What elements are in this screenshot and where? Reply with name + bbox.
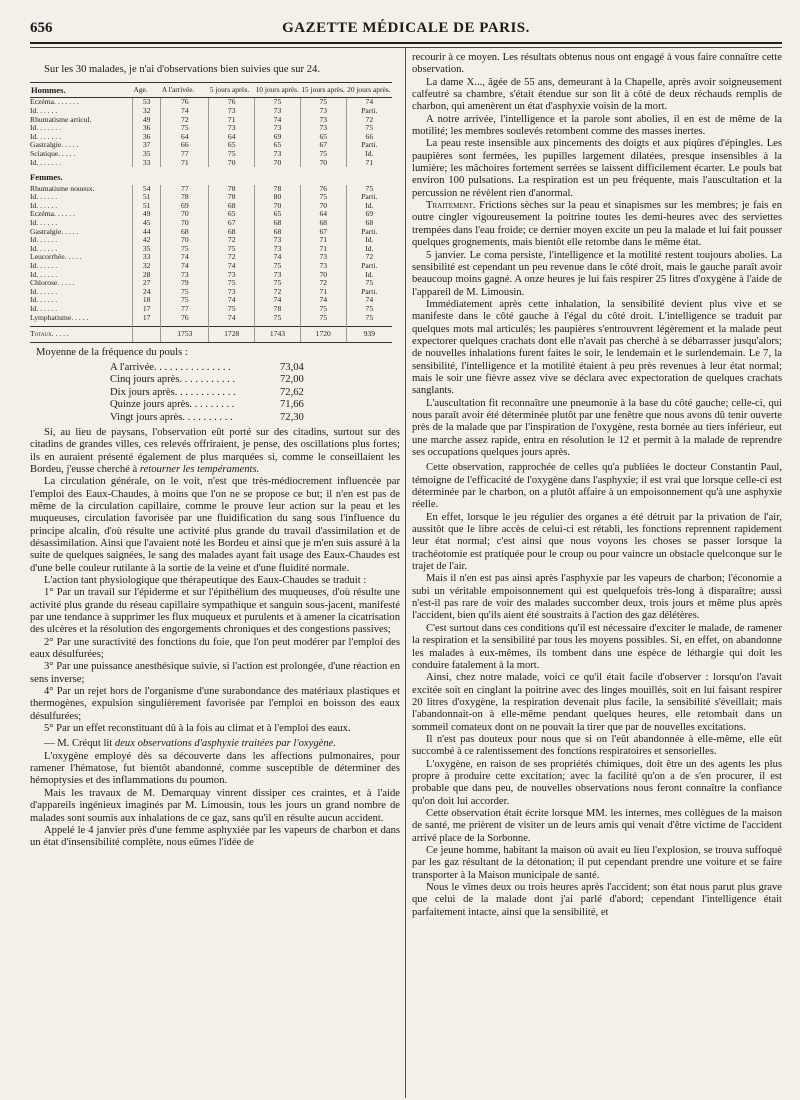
table-cell: 72 bbox=[346, 116, 392, 125]
table-cell: 73 bbox=[209, 124, 255, 133]
table-cell: 70 bbox=[209, 159, 255, 168]
table-cell: 78 bbox=[161, 193, 209, 202]
row-label: Id. . . . . . bbox=[30, 235, 58, 245]
table-cell: 75 bbox=[346, 185, 392, 194]
table-cell: 73 bbox=[255, 245, 301, 254]
paragraph: Nous le vîmes deux ou trois heures après l'accident; son état nous parut plus grave que celui de la malade dont j'ai parlé d'abord; cependant l'intelligence était parfaitement intacte, ainsi que la sensibilité, et bbox=[412, 882, 782, 918]
table-cell: 75 bbox=[209, 279, 255, 288]
page-number: 656 bbox=[30, 20, 53, 36]
table-cell: 72 bbox=[161, 116, 209, 125]
table-cell: 75 bbox=[255, 262, 301, 271]
table-cell: 32 bbox=[132, 107, 160, 116]
table-cell: 75 bbox=[300, 305, 346, 314]
pulse-table bbox=[30, 82, 392, 342]
table-cell: 70 bbox=[255, 202, 301, 211]
row-label: Eczéma. . . . . . bbox=[30, 209, 75, 219]
table-cell: 74 bbox=[161, 107, 209, 116]
table-row bbox=[30, 185, 392, 194]
table-cell: 75 bbox=[255, 279, 301, 288]
table-cell: 75 bbox=[346, 279, 392, 288]
paragraph: Mais il n'en est pas ainsi après l'asphyxie par les vapeurs de charbon; l'économie a subi un véritable empoisonnement qui est quelquefois très-long à disparaître; aussi n'est-il pas rare de voir des malades succomber deux, trois jours et même plus après l'accident, bien qu'ils aient été soustraits à l'action des gaz délétères. bbox=[412, 573, 782, 622]
average-value: 73,04 bbox=[280, 362, 304, 374]
average-label: Vingt jours après. . . . . . . . . . bbox=[110, 411, 233, 423]
totals-cell: 1728 bbox=[209, 327, 255, 343]
table-cell: 74 bbox=[255, 116, 301, 125]
paragraph: La dame X..., âgée de 55 ans, demeurant à la Chapelle, après avoir soigneusement calfeutré sa chambre, s'était étendue sur son lit à côté de deux réchauds remplis de charbon, qui amenèrent un état d'asphyxie voisin de la mort. bbox=[412, 76, 782, 113]
table-cell: 73 bbox=[255, 150, 301, 159]
table-cell: 68 bbox=[161, 228, 209, 237]
paragraph bbox=[30, 427, 400, 476]
table-cell: 35 bbox=[132, 245, 160, 254]
paragraph: L'oxygène employé dès sa découverte dans les affections pulmonaires, pour ramener l'hématose, fut bientôt abandonné, comme susceptible de déterminer des hémoptysies et des inflammations du poumon. bbox=[30, 750, 400, 787]
table-cell: 70 bbox=[255, 159, 301, 168]
emphasis-text: retourner les tempéraments. bbox=[139, 463, 260, 475]
women-title: Femmes. bbox=[30, 172, 63, 183]
table-row bbox=[30, 314, 392, 323]
average-row bbox=[30, 387, 400, 399]
list-item: 3° Par une puissance anesthésique suivie, si l'action est prolongée, d'une réaction en sens inverse; bbox=[30, 661, 400, 685]
totals-cell bbox=[132, 327, 160, 343]
average-value: 72,62 bbox=[280, 386, 304, 398]
paragraph: Il n'est pas douteux pour nous que si on l'eût abandonnée à elle-même, elle eût succombé à ce ralentissement des fonctions respiratoires et sensorielles. bbox=[412, 733, 782, 758]
table-cell: 49 bbox=[132, 116, 160, 125]
table-header: 10 jours après. bbox=[255, 83, 301, 98]
table-cell: 49 bbox=[132, 210, 160, 219]
average-value: 71,66 bbox=[280, 399, 304, 411]
intro-text: Sur les 30 malades, je n'ai d'observations bien suivies que sur 24. bbox=[44, 64, 320, 75]
table-cell: 17 bbox=[132, 305, 160, 314]
table-cell: Id. bbox=[346, 202, 392, 211]
table-cell: 65 bbox=[300, 133, 346, 142]
table-header: 15 jours après. bbox=[300, 83, 346, 98]
table-cell: 75 bbox=[255, 314, 301, 323]
table-cell: 68 bbox=[346, 219, 392, 228]
table-cell: 35 bbox=[132, 150, 160, 159]
table-row bbox=[30, 288, 392, 297]
table-cell: 74 bbox=[346, 296, 392, 305]
paragraph: recourir à ce moyen. Les résultats obtenus nous ont engagé à vous faire connaître cette observation. bbox=[412, 52, 782, 76]
table-cell: 73 bbox=[300, 116, 346, 125]
table-row bbox=[30, 262, 392, 271]
row-label: Id. . . . . . . bbox=[30, 157, 62, 167]
table-header: A l'arrivée. bbox=[161, 83, 209, 98]
table-cell: 66 bbox=[346, 133, 392, 142]
table-cell: 73 bbox=[209, 107, 255, 116]
table-cell: 28 bbox=[132, 271, 160, 280]
table-cell: 51 bbox=[132, 202, 160, 211]
left-column bbox=[30, 52, 400, 850]
paragraph: C'est surtout dans ces conditions qu'il est nécessaire d'exciter le malade, de ramener la respiration et la sensibilité par tous les moyens possibles. Si, en effet, on abandonne les malades à eux-mêmes, ils tombent dans une espèce de léthargie qui doit les conduire fatalement à la mort. bbox=[412, 622, 782, 671]
table-header: Age. bbox=[132, 83, 160, 98]
row-label: Rhumatisme articul. bbox=[30, 114, 92, 124]
totals-cell: 1720 bbox=[300, 327, 346, 343]
table-cell: 74 bbox=[209, 314, 255, 323]
table-row bbox=[30, 124, 392, 133]
table-cell: 71 bbox=[300, 236, 346, 245]
table-cell: Parti. bbox=[346, 141, 392, 150]
table-cell: 36 bbox=[132, 124, 160, 133]
table-cell: 73 bbox=[209, 271, 255, 280]
table-row bbox=[30, 141, 392, 150]
row-label: Id. . . . . . bbox=[30, 105, 58, 115]
paragraph: Mais les travaux de M. Demarquay vinrent dissiper ces craintes, et à l'aide d'appareils ingénieux imaginés par M. Limousin, tous les jours un grand nombre de malades sont soumis aux inhalations de ce gaz, sans qu'il en résulte aucun accident. bbox=[30, 787, 400, 824]
table-cell: 36 bbox=[132, 133, 160, 142]
table-cell: 79 bbox=[161, 279, 209, 288]
table-cell: 71 bbox=[161, 159, 209, 168]
table-cell: 64 bbox=[161, 133, 209, 142]
paragraph: La peau reste insensible aux pincements des doigts et aux piqûres d'épingles. Les paupières sont fermées, les pupilles largement dilatées, presque insensibles à la lumière; les mâchoires fortement serrées se laissent difficilement écarter. Le pouls bat environ 100 pulsations. La respiration est un peu fréquente, mais l'auscultation et la percussion ne révèlent rien d'anormal. bbox=[412, 138, 782, 199]
row-label: Leucorrhée. . . . . bbox=[30, 252, 82, 262]
average-value: 72,00 bbox=[280, 374, 304, 386]
table-cell: Parti. bbox=[346, 228, 392, 237]
section-head: Traitement. bbox=[426, 200, 476, 212]
table-cell: 75 bbox=[300, 150, 346, 159]
paragraph-text: Si, au lieu de paysans, l'observation eût porté sur des citadins, surtout sur des citadins de grandes villes, ces relevés offriraient, je pense, des oscillations plus fortes; ils en auraient présenté également de plus marquées si, comme le conseillaient les Bordeu, j'eusse cherché à bbox=[30, 426, 400, 475]
row-label: Sciatique. . . . . bbox=[30, 148, 76, 158]
table-cell: 80 bbox=[255, 193, 301, 202]
row-label: Id. . . . . . bbox=[30, 269, 58, 279]
average-value: 72,30 bbox=[280, 411, 304, 423]
row-label: Id. . . . . . bbox=[30, 304, 58, 313]
table-cell: 71 bbox=[300, 288, 346, 297]
average-title: Moyenne de la fréquence du pouls : bbox=[36, 346, 188, 358]
table-cell: Parti. bbox=[346, 288, 392, 297]
right-column bbox=[412, 52, 782, 919]
table-cell: 37 bbox=[132, 141, 160, 150]
totals-row bbox=[30, 327, 392, 343]
table-row bbox=[30, 219, 392, 228]
table-cell: 72 bbox=[209, 236, 255, 245]
table-cell: 76 bbox=[161, 98, 209, 107]
journal-title: GAZETTE MÉDICALE DE PARIS. bbox=[282, 20, 530, 36]
table-cell: 42 bbox=[132, 236, 160, 245]
table-cell: Parti. bbox=[346, 193, 392, 202]
list-item: 5° Par un effet reconstituant dû à la fois au climat et à l'emploi des eaux. bbox=[44, 723, 351, 735]
table-cell: 70 bbox=[161, 236, 209, 245]
table-cell: 74 bbox=[255, 253, 301, 262]
table-cell: 68 bbox=[209, 202, 255, 211]
table-cell: 78 bbox=[209, 193, 255, 202]
paragraph: A notre arrivée, l'intelligence et la parole sont abolies, il en est de même de la motilité; les membres soulevés retombent comme des masses inertes. bbox=[412, 113, 782, 138]
emphasis-text: deux observations d'asphyxie traitées par l'oxygène. bbox=[114, 738, 336, 750]
table-cell: 67 bbox=[209, 219, 255, 228]
table-cell: 73 bbox=[255, 124, 301, 133]
table-cell: 74 bbox=[346, 98, 392, 107]
table-row bbox=[30, 228, 392, 237]
table-cell: 69 bbox=[255, 133, 301, 142]
table-cell: 73 bbox=[161, 271, 209, 280]
average-label: A l'arrivée. . . . . . . . . . . . . . . bbox=[110, 362, 231, 374]
table-cell: 53 bbox=[132, 98, 160, 107]
table-cell: 17 bbox=[132, 314, 160, 323]
table-cell: 54 bbox=[132, 185, 160, 194]
table-cell: 75 bbox=[300, 314, 346, 323]
table-cell: 68 bbox=[209, 228, 255, 237]
table-row bbox=[30, 245, 392, 254]
table-cell: 64 bbox=[209, 133, 255, 142]
row-label: Id. . . . . . bbox=[30, 218, 58, 228]
table-cell: 73 bbox=[255, 271, 301, 280]
women-section bbox=[30, 167, 392, 185]
paragraph bbox=[30, 738, 400, 750]
table-cell: 75 bbox=[161, 124, 209, 133]
table-header: 5 jours après. bbox=[209, 83, 255, 98]
table-cell: 67 bbox=[300, 228, 346, 237]
paragraph: Immédiatement après cette inhalation, la sensibilité devient plus vive et se manifeste dans le côté gauche à l'égal du côté droit. L'intelligence se traduit par quelques mots mal articulés; les paupières s'entrouvrent légèrement et la malade peut expectorer quelques crachats dont elle n'avait pas cherché à se débarrasser jusqu'alors; de nouvelles inhalations furent faites le soir, le lendemain et le surlendemain. Le 7, la sensibilité, l'intelligence et la motilité étaient à peu près revenues à leur état normal; mais le soir une fièvre assez vive se déclara avec expectoration de quelques crachats sanglants. bbox=[412, 298, 782, 397]
table-cell: 75 bbox=[209, 150, 255, 159]
list-item: 2° Par une suractivité des fonctions du foie, que l'on peut modérer par l'emploi des eaux désulfurées; bbox=[30, 636, 400, 661]
totals-cell: 939 bbox=[346, 327, 392, 343]
table-row bbox=[30, 98, 392, 107]
table-cell: 73 bbox=[209, 288, 255, 297]
paragraph: 5 janvier. Le coma persiste, l'intelligence et la motilité restent toujours abolies. La sensibilité est cependant un peu revenue dans le côté droit, mais le gauche paraît avoir beaucoup moins gagné. A onze heures je lui fais respirer 25 litres d'oxygène à l'aide de l'appareil de M. Limousin. bbox=[412, 249, 782, 298]
table-cell: 76 bbox=[300, 185, 346, 194]
table-cell: 71 bbox=[209, 116, 255, 125]
paragraph: Cette observation, rapprochée de celles qu'a publiées le docteur Constantin Paul, témoigne de l'efficacité de l'oxygène dans l'asphyxie; il est vrai que lorsque celle-ci est déterminée par le charbon, on a plutôt affaire à un empoisonnement qu'à une asphyxie réelle. bbox=[412, 462, 782, 511]
table-cell: 76 bbox=[161, 314, 209, 323]
table-cell: 75 bbox=[161, 296, 209, 305]
table-cell: 65 bbox=[209, 210, 255, 219]
table-row bbox=[30, 116, 392, 125]
table-header: 20 jours après. bbox=[346, 83, 392, 98]
table-cell: 74 bbox=[209, 262, 255, 271]
row-label: Id. . . . . . . bbox=[30, 131, 62, 141]
table-cell: 70 bbox=[300, 159, 346, 168]
row-label: Id. . . . . . bbox=[30, 200, 58, 210]
table-cell: 75 bbox=[209, 305, 255, 314]
row-label: Rhumatisme noueux. bbox=[30, 183, 95, 193]
average-label: Quinze jours après. . . . . . . . . bbox=[110, 399, 235, 411]
totals-cell: 1743 bbox=[255, 327, 301, 343]
table-cell: 24 bbox=[132, 288, 160, 297]
table-row bbox=[30, 253, 392, 262]
average-row bbox=[30, 362, 400, 374]
table-cell: 69 bbox=[161, 202, 209, 211]
page-header bbox=[30, 18, 782, 44]
average-row bbox=[30, 399, 400, 411]
row-label: Id. . . . . . bbox=[30, 261, 58, 271]
table-cell: 73 bbox=[300, 107, 346, 116]
row-label: Gastralgie. . . . . bbox=[30, 140, 79, 150]
table-cell: 69 bbox=[346, 210, 392, 219]
row-label: Eczéma. . . . . . . bbox=[30, 97, 79, 107]
table-cell: 66 bbox=[161, 141, 209, 150]
table-cell: Parti. bbox=[346, 107, 392, 116]
table-row bbox=[30, 150, 392, 159]
table-cell: 72 bbox=[255, 288, 301, 297]
paragraph: En effet, lorsque le jeu régulier des organes a été détruit par la privation de l'air, aussitôt que le libre accès de celui-ci est rétabli, les fonctions reprennent rapidement leur état normal; c'est ainsi que nous voyons les choses se passer lorsque la trachéotomie est pratiquée pour le croup ou pour vaincre un obstacle quelconque sur le trajet de l'air. bbox=[412, 511, 782, 573]
paragraph: L'action tant physiologique que thérapeutique des Eaux-Chaudes se traduit : bbox=[44, 574, 367, 586]
table-cell: 70 bbox=[161, 219, 209, 228]
men-rows bbox=[30, 98, 392, 167]
table-cell: 70 bbox=[300, 271, 346, 280]
table-cell: 33 bbox=[132, 159, 160, 168]
table-cell: 68 bbox=[255, 219, 301, 228]
average-list bbox=[30, 362, 400, 424]
paragraph: Ce jeune homme, habitant la maison où avait eu lieu l'explosion, se trouva suffoqué par les gaz résultant de la détonation; il put cependant prendre une voiture et se faire transporter à la Maison municipale de santé. bbox=[412, 845, 782, 881]
table-cell: 78 bbox=[255, 305, 301, 314]
row-label: Id. . . . . . bbox=[30, 295, 58, 305]
table-row bbox=[30, 193, 392, 202]
table-cell: 78 bbox=[209, 185, 255, 194]
table-cell: 77 bbox=[161, 305, 209, 314]
totals-label: Totaux. . . . . bbox=[30, 327, 132, 343]
table-cell: 73 bbox=[255, 236, 301, 245]
row-label: Gastralgie. . . . . bbox=[30, 226, 79, 236]
column-divider bbox=[405, 48, 406, 1098]
table-cell: 75 bbox=[300, 193, 346, 202]
women-title-row bbox=[30, 167, 392, 185]
table-cell: 65 bbox=[255, 141, 301, 150]
table-cell: 72 bbox=[209, 253, 255, 262]
table-cell: 65 bbox=[255, 210, 301, 219]
table-cell: 72 bbox=[346, 253, 392, 262]
paragraph: L'auscultation fit reconnaître une pneumonie à la base du côté gauche; celle-ci, qui nous paraît avoir été déterminée plutôt par une fenêtre que nous avons dû tenir ouverte près de la malade que par l'inspiration de l'oxygène, resta bornée au tiers inférieur, eut une marche assez rapide, entra en résolution le 12 et permit à la malade de reprendre ses occupations quelques jours après. bbox=[412, 397, 782, 458]
table-row bbox=[30, 159, 392, 168]
table-cell: Parti. bbox=[346, 262, 392, 271]
paragraph: Appelé le 4 janvier près d'une femme asphyxiée par les vapeurs de charbon et dans un état d'insensibilité complète, nous eûmes l'idée de bbox=[30, 824, 400, 849]
table-cell: 77 bbox=[161, 150, 209, 159]
table-cell: Id. bbox=[346, 236, 392, 245]
average-row bbox=[30, 412, 400, 424]
table-cell: 72 bbox=[300, 279, 346, 288]
table-cell: 75 bbox=[346, 305, 392, 314]
average-label: Cinq jours après. . . . . . . . . . . bbox=[110, 374, 236, 386]
table-cell: Id. bbox=[346, 271, 392, 280]
table-cell: 71 bbox=[346, 159, 392, 168]
table-cell: Id. bbox=[346, 245, 392, 254]
row-label: Id. . . . . . bbox=[30, 192, 58, 202]
paragraph-text: Frictions sèches sur la peau et sinapismes sur les membres; je fais en outre cingler vigoureusement la poitrine toutes les demi-heures avec des serviettes trempées dans l'eau froide; ce dernier moyen excite un peu la malade et lui fait pousser quelques grognements, mais bientôt elle retombe dans le même état. bbox=[412, 200, 782, 249]
table-cell: 76 bbox=[209, 98, 255, 107]
table-cell: 45 bbox=[132, 219, 160, 228]
table-cell: 51 bbox=[132, 193, 160, 202]
table-cell: 18 bbox=[132, 296, 160, 305]
row-label: Id. . . . . . bbox=[30, 243, 58, 253]
table-cell: 78 bbox=[255, 185, 301, 194]
table-row bbox=[30, 210, 392, 219]
row-label: Id. . . . . . bbox=[30, 286, 58, 296]
table-row bbox=[30, 279, 392, 288]
table-cell: 70 bbox=[300, 202, 346, 211]
table-cell: 75 bbox=[346, 314, 392, 323]
table-cell: 73 bbox=[300, 262, 346, 271]
table-cell: 75 bbox=[346, 124, 392, 133]
table-cell: 71 bbox=[300, 245, 346, 254]
table-row bbox=[30, 236, 392, 245]
table-cell: 74 bbox=[161, 262, 209, 271]
table-row bbox=[30, 202, 392, 211]
table-cell: 74 bbox=[209, 296, 255, 305]
paragraph bbox=[412, 200, 782, 249]
table-cell: 75 bbox=[209, 245, 255, 254]
table-cell: 73 bbox=[300, 124, 346, 133]
table-cell: 64 bbox=[300, 210, 346, 219]
table-cell: 68 bbox=[255, 228, 301, 237]
paragraph: Cette observation était écrite lorsque MM. les internes, mes collègues de la maison de santé, me prièrent de visiter un de leurs amis qui venait d'être victime de l'accident arrivé place de la Sorbonne. bbox=[412, 807, 782, 844]
paragraph: Ainsi, chez notre malade, voici ce qu'il était facile d'observer : lorsqu'on l'avait excitée soit en cinglant la poitrine avec des linges mouillés, soit en lui faisant respirer 20 litres d'oxygène, la respiration devenait plus facile, la sensibilité s'éveillait; mais l'abandonnait-on à elle-même pendant quelques heures, elle retombait dans un sommeil comateux dont on ne pouvait la tirer que par de nouvelles excitations. bbox=[412, 672, 782, 733]
table-cell: 73 bbox=[255, 107, 301, 116]
table-cell: 27 bbox=[132, 279, 160, 288]
header-rule bbox=[30, 47, 782, 48]
table-cell: 33 bbox=[132, 253, 160, 262]
table-header-row bbox=[30, 83, 392, 98]
table-cell: 74 bbox=[300, 296, 346, 305]
table-cell: 75 bbox=[161, 288, 209, 297]
table-cell: 32 bbox=[132, 262, 160, 271]
table-cell: 44 bbox=[132, 228, 160, 237]
table-cell: 75 bbox=[300, 98, 346, 107]
row-label: Chlorose. . . . . bbox=[30, 278, 75, 288]
table-cell: Id. bbox=[346, 150, 392, 159]
table-cell: 73 bbox=[300, 253, 346, 262]
paragraph-text: — M. Créqut lit bbox=[44, 738, 115, 750]
average-row bbox=[30, 374, 400, 386]
table-cell: 77 bbox=[161, 185, 209, 194]
table-cell: 75 bbox=[161, 245, 209, 254]
table-row bbox=[30, 133, 392, 142]
row-label: Id. . . . . . . bbox=[30, 123, 62, 133]
table-header: Hommes. bbox=[30, 83, 132, 98]
table-cell: 70 bbox=[161, 210, 209, 219]
table-cell: 74 bbox=[161, 253, 209, 262]
women-rows bbox=[30, 185, 392, 323]
row-label: Lymphatisme. . . . . bbox=[30, 312, 89, 322]
table-cell: 75 bbox=[255, 98, 301, 107]
table-cell: 74 bbox=[255, 296, 301, 305]
table-cell: 65 bbox=[209, 141, 255, 150]
average-label: Dix jours après. . . . . . . . . . . . bbox=[110, 386, 236, 398]
table-row bbox=[30, 271, 392, 280]
table-cell: 67 bbox=[300, 141, 346, 150]
paragraph: La circulation générale, on le voit, n'est que très-médiocrement influencée par l'emploi des Eaux-Chaudes, à moins que l'on ne se propose ce but; il n'en est pas de même de la circulation capillaire, comme le prouve leur action sur la peau et les muqueuses, circulation favorisée par une fluidification du sang sous l'influence du principe alcalin, d'où résulte une activité plus grande du travail d'assimilation et de désassimilation. Ainsi que l'avaient noté les Bordeu et ainsi que je m'en suis assuré à la suite de quelques saignées, le sang des malades ayant fait usage des Eaux-Chaudes est d'une belle couleur rutilante à la sortie de la veine et d'une fluidité normale. bbox=[30, 476, 400, 574]
table-row bbox=[30, 296, 392, 305]
paragraph: L'oxygène, en raison de ses propriétés chimiques, doit être un des agents les plus propre à produire cette excitation; avec la facilité qu'on a de s'en procurer, il est probable que dans peu, de nouvelles observations nous feront connaître la confiance qu'on doit lui accorder. bbox=[412, 758, 782, 807]
list-item: 1° Par un travail sur l'épiderme et sur l'épithélium des muqueuses, d'où résulte une activité plus grande du réseau capillaire sympathique et sanguin sous-jacent, manifesté par une tendance à supprimer les flux muqueux et purulents et à amener la cicatrisation des ulcères et la résolution des engorgements chroniques et des congestions passives; bbox=[30, 587, 400, 636]
list-item: 4° Par un rejet hors de l'organisme d'une surabondance des matériaux plastiques et thermogènes, expulsion singulièrement favorisée par l'emploi en boisson des eaux désulfurées; bbox=[30, 686, 400, 722]
table-cell: 68 bbox=[300, 219, 346, 228]
totals-cell: 1753 bbox=[161, 327, 209, 343]
